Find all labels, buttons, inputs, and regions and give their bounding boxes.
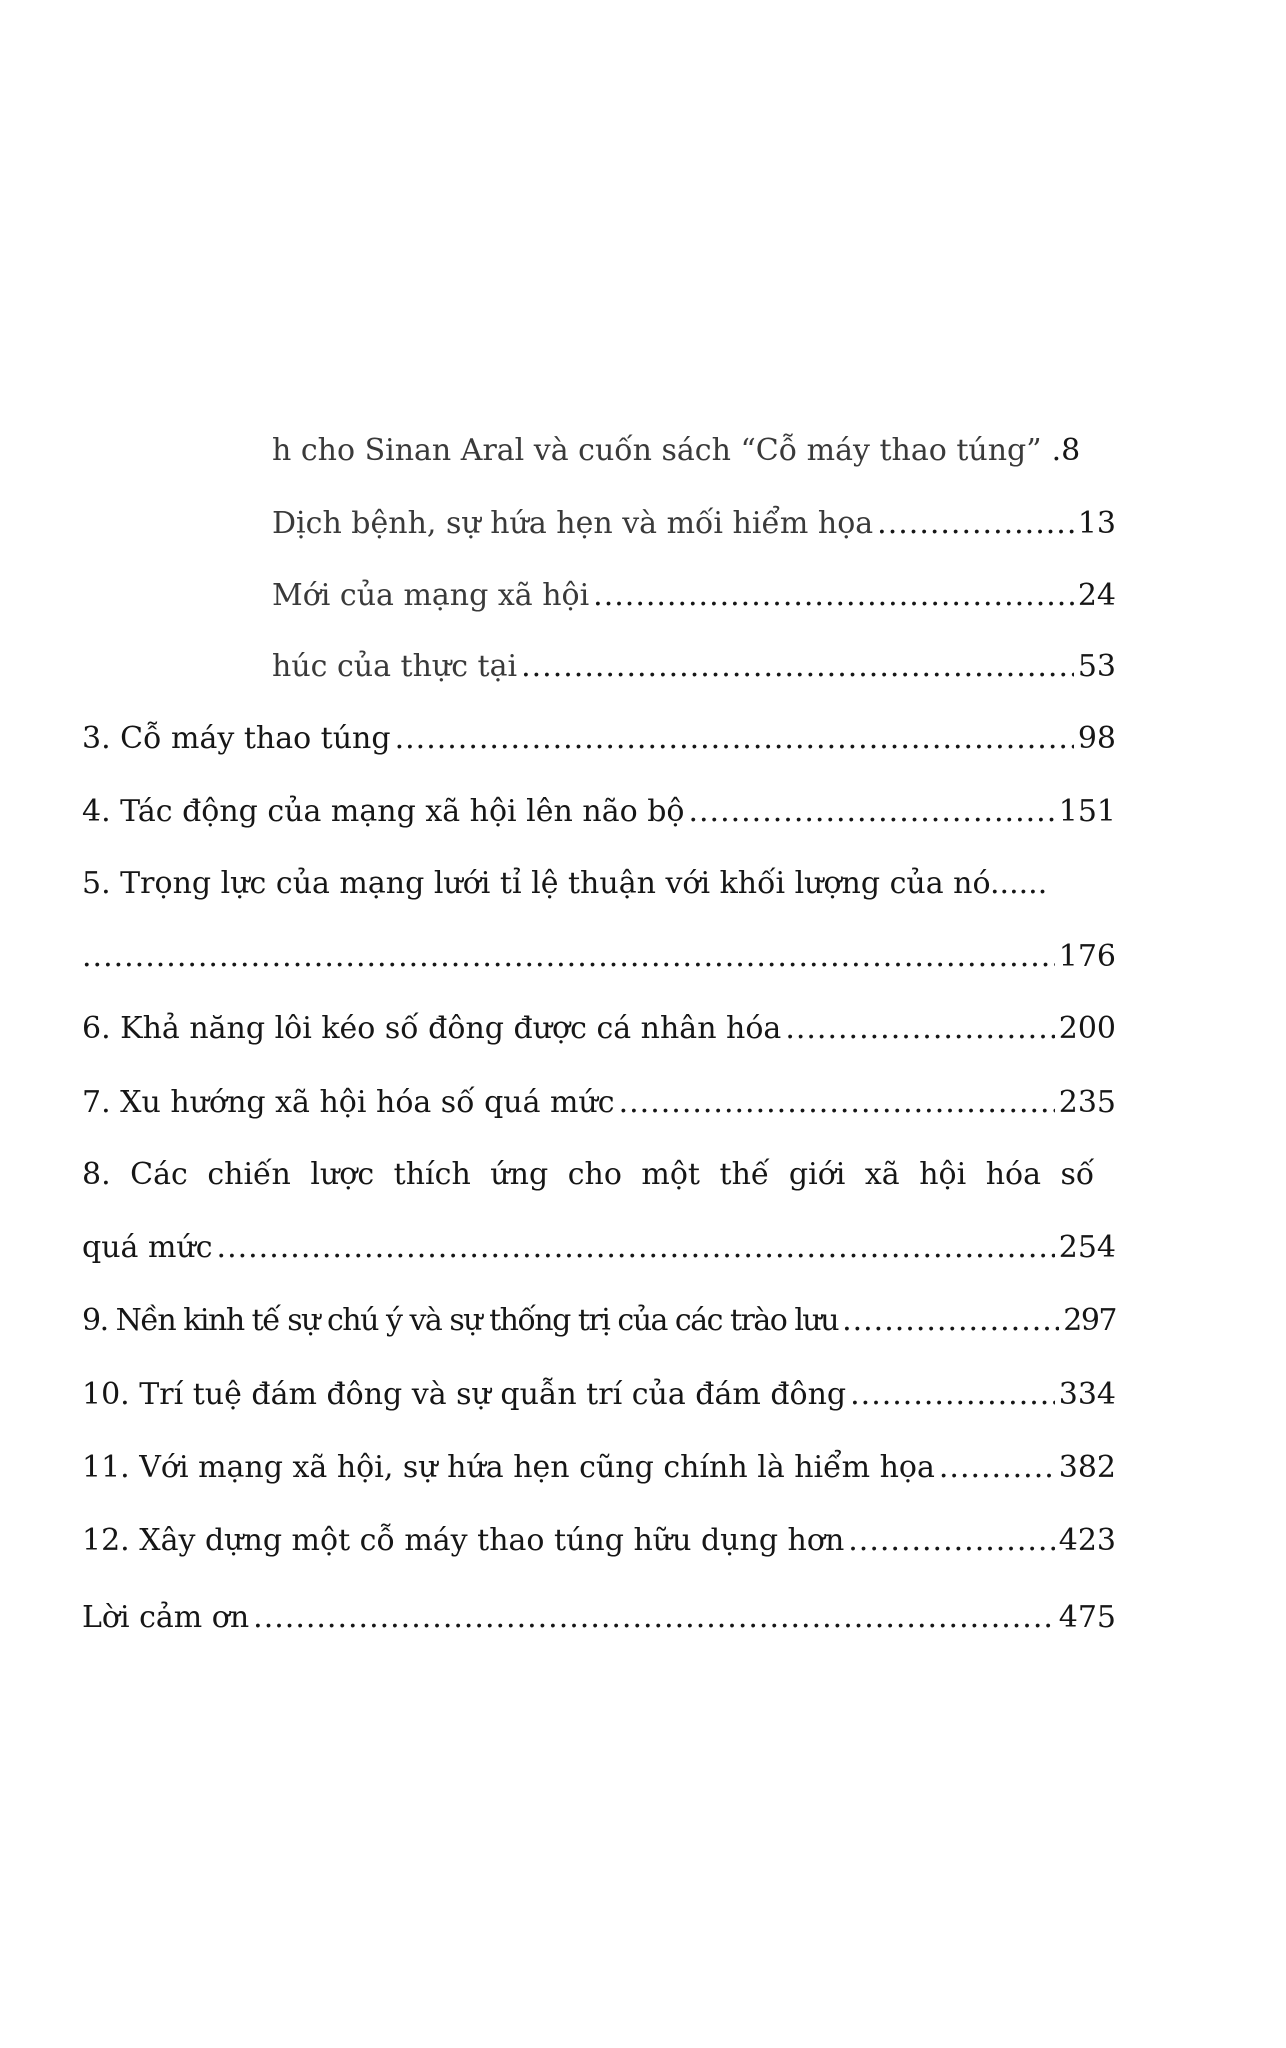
toc-entry-title: quá mức bbox=[82, 1230, 213, 1265]
toc-entry-title: Mới của mạng xã hội bbox=[272, 578, 590, 613]
toc-entry-title: 11. Với mạng xã hội, sự hứa hẹn cũng chính là hiểm họa bbox=[82, 1450, 935, 1485]
toc-entry-page: 475 bbox=[1058, 1600, 1116, 1635]
toc-entry-title: 5. Trọng lực của mạng lưới tỉ lệ thuận với khối lượng của nó...... bbox=[82, 866, 1048, 901]
toc-entry bbox=[82, 1372, 1116, 1418]
dot-leader bbox=[877, 501, 1074, 547]
dot-leader bbox=[688, 789, 1054, 835]
toc-entry bbox=[82, 1445, 1116, 1491]
toc-entry-page: 334 bbox=[1058, 1377, 1116, 1412]
toc-entry-page: 13 bbox=[1077, 506, 1116, 541]
toc-entry-title: 12. Xây dựng một cỗ máy thao túng hữu dụng hơn bbox=[82, 1523, 845, 1558]
toc-entry bbox=[272, 428, 1116, 474]
toc-entry-title: húc của thực tại bbox=[272, 649, 518, 684]
toc-entry-page: 235 bbox=[1058, 1085, 1116, 1120]
toc-entry-page: 423 bbox=[1058, 1523, 1116, 1558]
dot-leader bbox=[217, 1225, 1055, 1271]
toc-entry-title: h cho Sinan Aral và cuốn sách “Cỗ máy thao túng” bbox=[272, 433, 1042, 468]
toc-entry bbox=[82, 789, 1116, 835]
toc-entry-continuation bbox=[82, 1225, 1116, 1271]
toc-entry bbox=[272, 644, 1116, 690]
toc-entry bbox=[82, 1595, 1116, 1641]
toc-entry-title: 3. Cỗ máy thao túng bbox=[82, 721, 391, 756]
dot-leader bbox=[939, 1445, 1055, 1491]
toc-entry bbox=[82, 861, 1116, 907]
toc-entry-title: 9. Nền kinh tế sự chú ý và sự thống trị của các trào lưu bbox=[82, 1303, 839, 1338]
toc-entry-title: 4. Tác động của mạng xã hội lên não bộ bbox=[82, 794, 685, 829]
dot-leader bbox=[593, 573, 1074, 619]
dot-leader bbox=[619, 1080, 1055, 1126]
toc-entry-title: 10. Trí tuệ đám đông và sự quẫn trí của đám đông bbox=[82, 1377, 847, 1412]
toc-entry bbox=[82, 1006, 1116, 1052]
toc-entry-page: 382 bbox=[1058, 1450, 1116, 1485]
toc-entry-title: 6. Khả năng lôi kéo số đông được cá nhân hóa bbox=[82, 1011, 782, 1046]
dot-leader bbox=[850, 1372, 1055, 1418]
toc-entry-title: Lời cảm ơn bbox=[82, 1600, 250, 1635]
toc-entry-page: 176 bbox=[1058, 939, 1116, 974]
toc-entry-page: 53 bbox=[1077, 649, 1116, 684]
toc-entry-title: 7. Xu hướng xã hội hóa số quá mức bbox=[82, 1085, 615, 1120]
dot-leader bbox=[848, 1518, 1054, 1564]
dot-leader bbox=[521, 644, 1074, 690]
toc-entry-title: Dịch bệnh, sự hứa hẹn và mối hiểm họa bbox=[272, 506, 874, 541]
dot-leader bbox=[395, 716, 1074, 762]
toc-entry-continuation bbox=[82, 934, 1116, 980]
toc-entry bbox=[82, 716, 1116, 762]
toc-entry-page: 297 bbox=[1063, 1303, 1116, 1338]
toc-entry-title: 8. Các chiến lược thích ứng cho một thế giới xã hội hóa số bbox=[82, 1157, 1095, 1192]
toc-entry bbox=[272, 501, 1116, 547]
toc-entry-page: 98 bbox=[1077, 721, 1116, 756]
toc-entry bbox=[82, 1518, 1116, 1564]
toc-entry-page: .8 bbox=[1051, 433, 1081, 468]
dot-leader bbox=[785, 1006, 1054, 1052]
dot-leader bbox=[82, 934, 1055, 980]
toc-entry-page: 254 bbox=[1058, 1230, 1116, 1265]
toc-entry bbox=[82, 1152, 1116, 1198]
toc-entry-page: 200 bbox=[1058, 1011, 1116, 1046]
toc-entry bbox=[82, 1298, 1116, 1344]
toc-entry bbox=[82, 1080, 1116, 1126]
dot-leader bbox=[842, 1298, 1059, 1344]
toc-entry bbox=[272, 573, 1116, 619]
dot-leader bbox=[253, 1595, 1055, 1641]
toc-entry-page: 24 bbox=[1077, 578, 1116, 613]
toc-entry-page: 151 bbox=[1058, 794, 1116, 829]
